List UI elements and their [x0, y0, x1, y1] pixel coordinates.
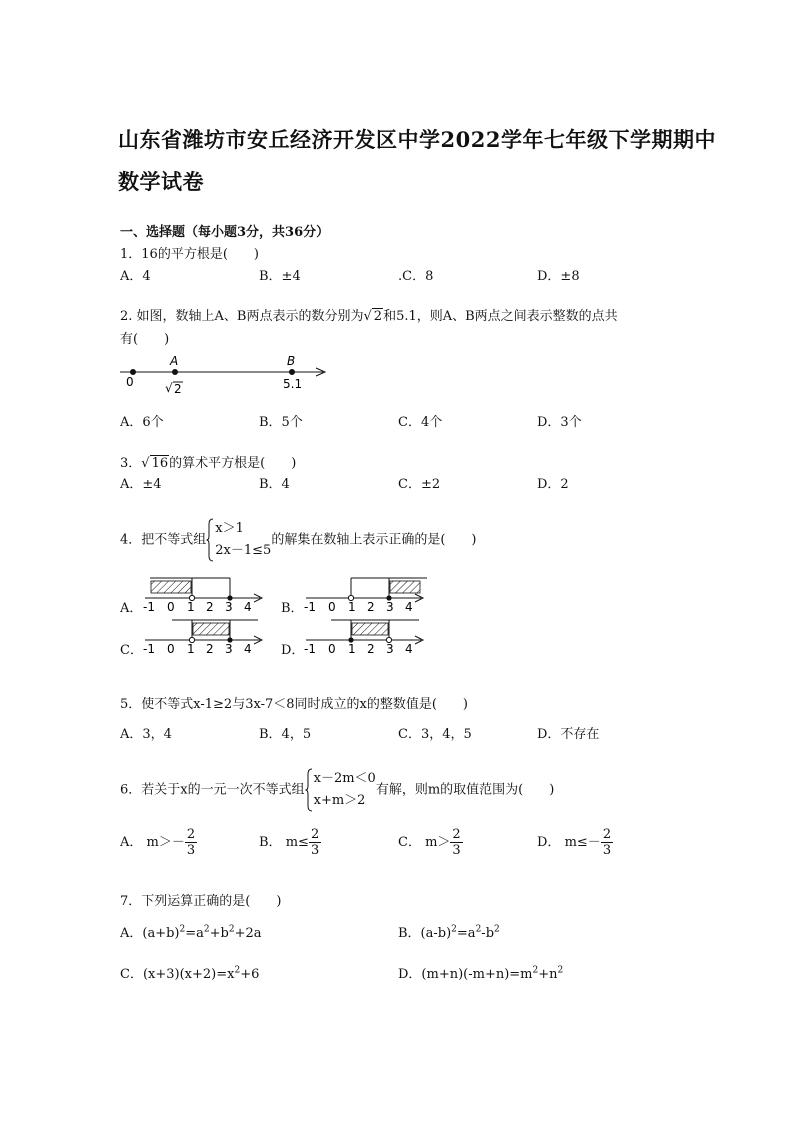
- tick-label: 4: [244, 600, 252, 614]
- q6-option-d-relation: m≤－: [564, 835, 601, 850]
- q4-stem-rest: 的解集在数轴上表示正确的是( ): [271, 532, 477, 548]
- tick-label: 1: [187, 642, 195, 656]
- q6-inequality-system: [305, 768, 376, 812]
- tick-label: 2: [206, 600, 214, 614]
- document-title-line2: 数学试卷: [118, 169, 204, 194]
- q1-option-c: .C．8: [398, 269, 434, 284]
- label-zero: 0: [126, 375, 134, 389]
- tick-label: 4: [405, 642, 413, 656]
- tick-label: 4: [405, 600, 413, 614]
- q1-option-d: D．±8: [537, 269, 580, 284]
- tick-label: 2: [367, 600, 375, 614]
- q6-option-b: [259, 827, 321, 858]
- q5-option-b: B．4，5: [259, 727, 312, 742]
- q7-option-d: [398, 963, 563, 982]
- question-2-stem: [120, 305, 618, 324]
- q3-stem-rest: 的算术平方根是( ): [169, 456, 297, 471]
- tick-label: 1: [348, 600, 356, 614]
- q2-number-line-figure: [118, 352, 333, 398]
- q7-option-b: [398, 922, 500, 941]
- q6-option-d-letter: D．: [537, 835, 561, 850]
- question-3-stem: [120, 452, 296, 471]
- q6-option-c-relation: m＞: [425, 835, 451, 850]
- q6-stem-rest: 有解，则m的取值范围为( ): [375, 782, 555, 798]
- tick-label: 3: [386, 642, 394, 656]
- q2-option-b: B．5个: [259, 415, 303, 430]
- numerator: 2: [186, 827, 196, 842]
- tick-label: -1: [304, 642, 316, 656]
- tick-label: 0: [328, 600, 336, 614]
- q3-option-b: B．4: [259, 477, 290, 492]
- q3-sqrt: √ 16: [141, 456, 169, 471]
- q6-option-a-relation: m＞－: [146, 835, 185, 850]
- question-2-stem-line2: 有( ): [120, 332, 170, 347]
- tick-label: 0: [328, 642, 336, 656]
- q4-inequality-system: [206, 518, 271, 562]
- q6-option-b-fraction: [309, 827, 321, 858]
- label-sqrt-symbol: √: [165, 381, 173, 395]
- q5-option-c: C．3，4，5: [398, 727, 472, 742]
- numerator: 2: [452, 827, 461, 842]
- exponent: 2: [203, 924, 210, 935]
- q4-sys-row2: 2x－1≤5: [215, 543, 272, 558]
- q4-option-a-letter: A．: [120, 601, 143, 616]
- tick-label: 3: [386, 600, 394, 614]
- q6-option-b-letter: B．: [259, 835, 282, 850]
- exponent: 2: [557, 965, 564, 976]
- q2-sqrt: √ 2: [363, 309, 383, 324]
- q7-option-d-part: D．(m+n)(-m+n)=m: [398, 967, 533, 982]
- q6-option-b-relation: m≤: [285, 835, 309, 850]
- q7-option-b-part: B．(a-b): [398, 926, 452, 941]
- q7-option-b-part: =a: [456, 926, 476, 941]
- question-5-stem: 5．使不等式x-1≥2与3x-7＜8同时成立的x的整数值是( ): [120, 697, 468, 712]
- tick-label: 3: [225, 600, 233, 614]
- q7-option-a-part: =a: [185, 926, 204, 941]
- q6-sys-row2: x+m＞2: [313, 793, 366, 808]
- q7-option-a-part: +2a: [234, 926, 262, 941]
- tick-label: 2: [367, 642, 375, 656]
- exponent: 2: [494, 924, 500, 935]
- q6-option-c-letter: C．: [398, 835, 421, 850]
- label-sqrt-value: 2: [174, 382, 182, 396]
- tick-label: -1: [143, 642, 155, 656]
- brace-icon: [305, 768, 313, 812]
- denominator: 3: [452, 843, 461, 858]
- section-heading: 一、选择题（每小题3分，共36分）: [120, 225, 330, 240]
- q2-stem-part-b: 和5.1，则A、B两点之间表示整数的点共: [383, 309, 618, 324]
- q4-option-b-number-line: [301, 574, 431, 614]
- q5-option-d: D．不存在: [537, 727, 600, 742]
- q6-option-a-fraction: [185, 827, 197, 858]
- q2-radicand: 2: [373, 309, 383, 324]
- denominator: 3: [310, 843, 320, 858]
- q6-option-c: [398, 827, 463, 858]
- q4-option-b-letter: B．: [281, 601, 304, 616]
- q3-option-c: C．±2: [398, 477, 441, 492]
- q4-option-c-letter: C．: [120, 643, 143, 658]
- denominator: 3: [602, 843, 612, 858]
- q7-option-a: [120, 922, 262, 941]
- q2-option-d: D．3个: [537, 415, 582, 430]
- label-b: B: [287, 354, 296, 368]
- point-a: [172, 369, 178, 375]
- exponent: 2: [451, 924, 457, 935]
- label-a: A: [170, 354, 179, 368]
- q7-option-a-part: +b: [209, 926, 229, 941]
- exponent: 2: [228, 924, 235, 935]
- tick-label: 0: [167, 600, 175, 614]
- q6-option-a-letter: A．: [120, 835, 143, 850]
- q6-option-a: [120, 827, 197, 858]
- question-4-stem: [120, 518, 476, 562]
- exponent: 2: [234, 965, 241, 976]
- q4-prefix: 4．把不等式组: [120, 532, 207, 548]
- brace-icon: [206, 518, 214, 562]
- q3-option-a: A．±4: [120, 477, 162, 492]
- exponent: 2: [475, 924, 482, 935]
- q5-option-a: A．3，4: [120, 727, 172, 742]
- question-6-stem: [120, 768, 554, 812]
- q6-sys-row1: x－2m＜0: [313, 771, 376, 786]
- q4-option-a-number-line: [140, 574, 270, 614]
- document-title-line1: 山东省潍坊市安丘经济开发区中学2022学年七年级下学期期中: [118, 127, 716, 152]
- exponent: 2: [179, 924, 186, 935]
- tick-label: 0: [167, 642, 175, 656]
- q3-option-d: D．2: [537, 477, 569, 492]
- point-b: [289, 369, 295, 375]
- q6-option-d: [537, 827, 613, 858]
- question-7-stem: 7．下列运算正确的是( ): [120, 894, 282, 909]
- q7-option-c-part: C．(x+3)(x+2)=x: [120, 967, 235, 982]
- tick-label: -1: [143, 600, 155, 614]
- q7-option-c: [120, 963, 259, 982]
- tick-label: 1: [187, 600, 195, 614]
- q1-option-b: B．±4: [259, 269, 301, 284]
- q3-radicand: 16: [151, 456, 169, 471]
- tick-label: -1: [304, 600, 316, 614]
- numerator: 2: [602, 827, 612, 842]
- question-1-stem: 1．16的平方根是( ): [120, 247, 259, 262]
- numerator: 2: [310, 827, 320, 842]
- q2-option-a: A．6个: [120, 415, 164, 430]
- q3-prefix: 3．: [120, 456, 142, 471]
- q4-option-d-number-line: [301, 616, 431, 656]
- q2-option-c: C．4个: [398, 415, 443, 430]
- denominator: 3: [186, 843, 196, 858]
- tick-label: 2: [206, 642, 214, 656]
- q7-option-c-part: +6: [240, 967, 260, 982]
- tick-label: 4: [244, 642, 252, 656]
- tick-label: 3: [225, 642, 233, 656]
- q4-option-d-letter: D．: [281, 643, 305, 658]
- q7-option-a-part: A．(a+b): [120, 926, 180, 941]
- q4-option-c-number-line: [140, 616, 270, 656]
- exponent: 2: [532, 965, 539, 976]
- tick-label: 1: [348, 642, 356, 656]
- q7-option-b-part: -b: [481, 926, 495, 941]
- q2-stem-part-a: 2. 如图，数轴上A、B两点表示的数分别为: [120, 309, 364, 324]
- q7-option-d-part: +n: [538, 967, 558, 982]
- q6-prefix: 6．若关于x的一元一次不等式组: [120, 782, 305, 798]
- q1-option-a: A．4: [120, 269, 151, 284]
- q6-option-c-fraction: [450, 827, 462, 858]
- label-five-point-one: 5.1: [283, 377, 303, 391]
- q6-option-d-fraction: [601, 827, 613, 858]
- q4-sys-row1: x＞1: [215, 521, 244, 536]
